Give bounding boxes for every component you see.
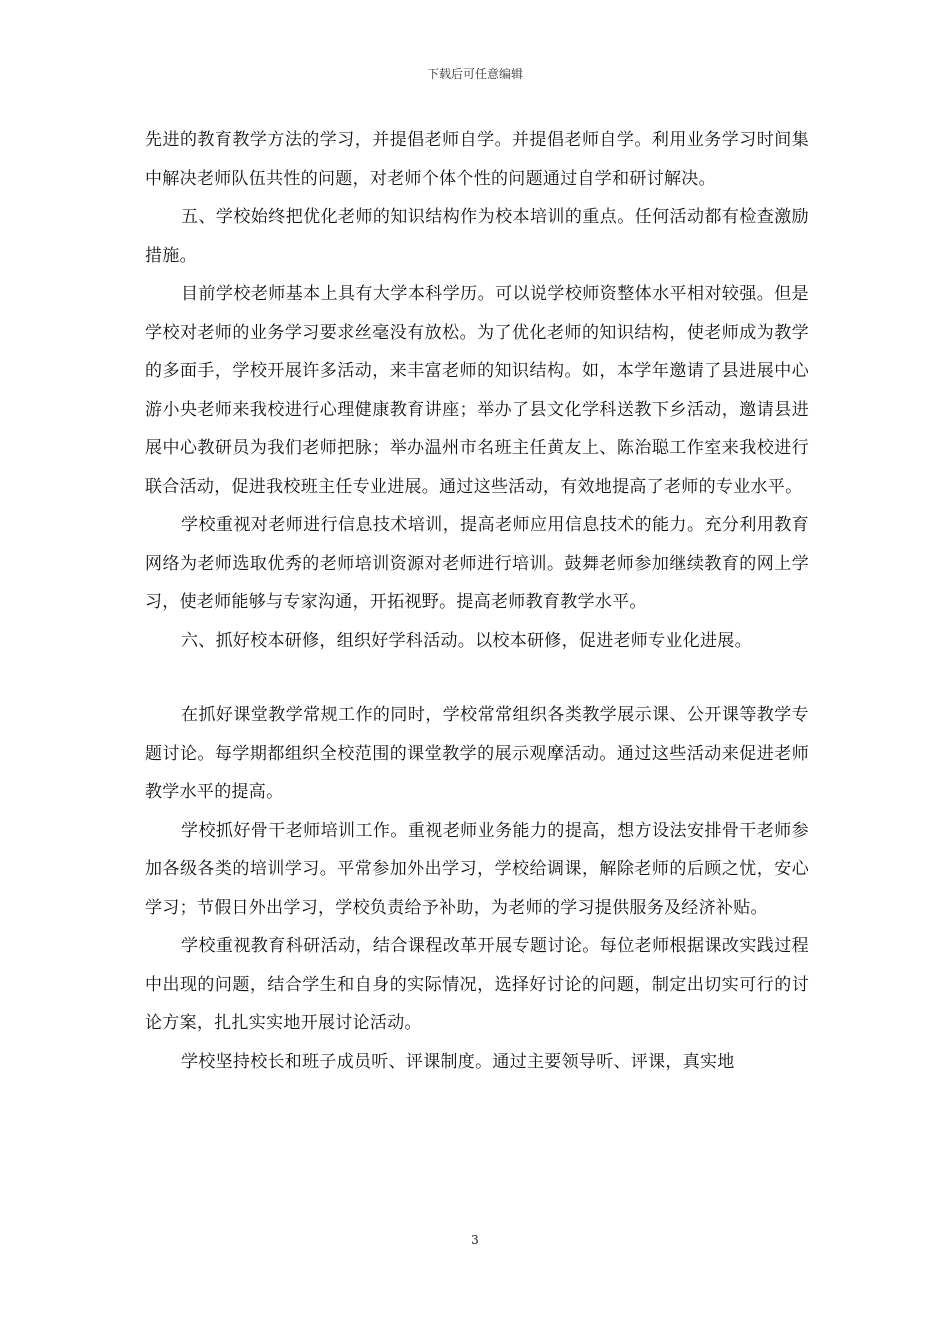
page-header: 下载后可任意编辑 [426,67,523,81]
paragraph-3: 目前学校老师基本上具有大学本科学历。可以说学校师资整体水平相对较强。但是学校对老师的业务学习要求丝毫没有放松。为了优化老师的知识结构，使老师成为教学的多面手，学校开展许多活动，来丰富老师的知识结构。如，本学年邀请了县进展中心游小央老师来我校进行心理健康教育讲座；举办了县文化学科送教下乡活动，邀请县进展中心教研员为我们老师把脉；举办温州市名班主任黄友上、陈治聪工作室来我校进行联合活动，促进我校班主任专业进展。通过这些活动，有效地提高了老师的专业水平。 [145,284,809,497]
paragraph-6: 在抓好课堂教学常规工作的同时，学校常常组织各类教学展示课、公开课等教学专题讨论。每学期都组织全校范围的课堂教学的展示观摩活动。通过这些活动来促进老师教学水平的提高。 [145,705,809,802]
paragraph-9: 学校坚持校长和班子成员听、评课制度。通过主要领导听、评课，真实地 [181,1051,735,1072]
paragraph-1: 先进的教育教学方法的学习，并提倡老师自学。并提倡老师自学。利用业务学习时间集中解决老师队伍共性的问题，对老师个体个性的问题通过自学和研讨解决。 [145,130,809,189]
page-number: 3 [471,1233,479,1247]
document-body [145,121,809,1081]
paragraph-8: 学校重视教育科研活动，结合课程改革开展专题讨论。每位老师根据课改实践过程中出现的问题，结合学生和自身的实际情况，选择好讨论的问题，制定出切实可行的讨论方案，扎扎实实地开展讨论活动。 [145,936,809,1033]
paragraph-5: 六、抓好校本研修，组织好学科活动。以校本研修，促进老师专业化进展。 [181,630,752,651]
paragraph-4: 学校重视对老师进行信息技术培训，提高老师应用信息技术的能力。充分利用教育网络为老师选取优秀的老师培训资源对老师进行培训。鼓舞老师参加继续教育的网上学习，使老师能够与专家沟通，开拓视野。提高老师教育教学水平。 [145,515,809,612]
paragraph-7: 学校抓好骨干老师培训工作。重视老师业务能力的提高，想方设法安排骨干老师参加各级各类的培训学习。平常参加外出学习，学校给调课，解除老师的后顾之忧，安心学习；节假日外出学习，学校负责给予补助，为老师的学习提供服务及经济补贴。 [145,820,809,918]
paragraph-2: 五、学校始终把优化老师的知识结构作为校本培训的重点。任何活动都有检查激励措施。 [145,207,809,266]
